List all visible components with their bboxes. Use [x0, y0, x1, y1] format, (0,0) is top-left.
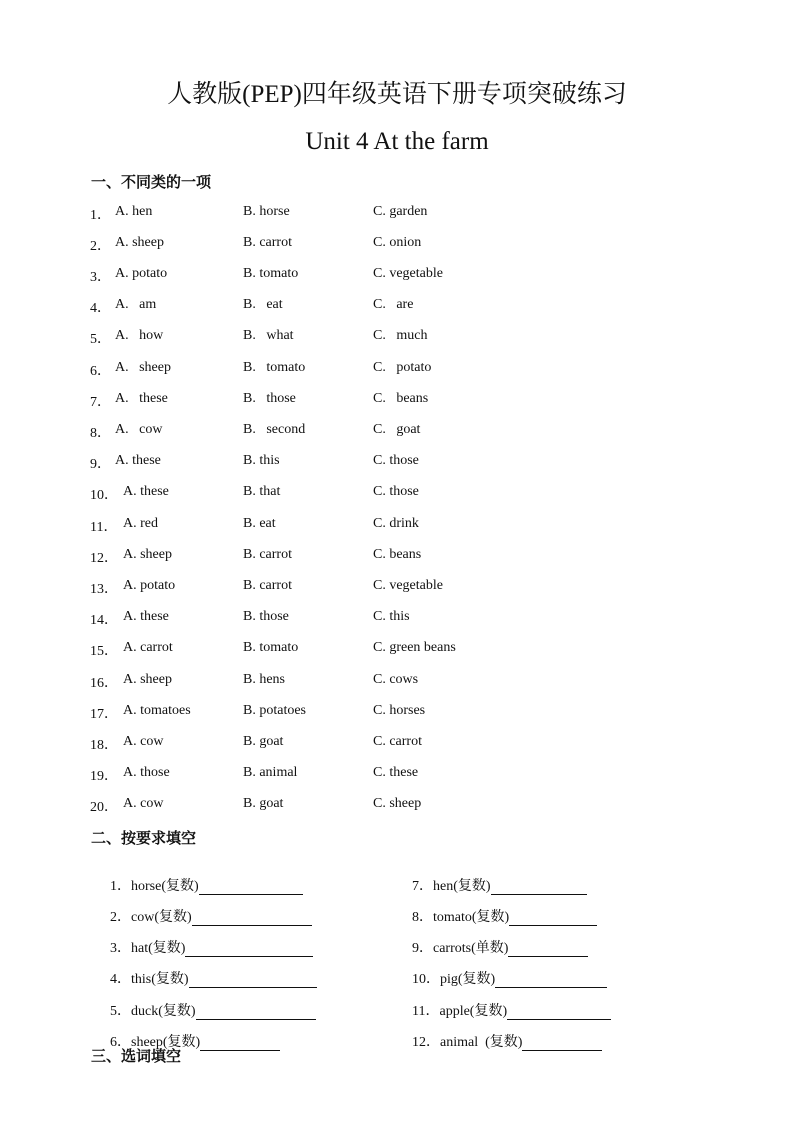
option-c: C. goat	[373, 422, 421, 437]
question-number: 1．	[90, 208, 111, 223]
option-a: A. tomatoes	[123, 703, 191, 718]
question-number: 2．	[90, 239, 111, 254]
option-c: C. vegetable	[373, 578, 443, 593]
option-a: A. these	[123, 484, 169, 499]
fill-number: 12．	[412, 1035, 440, 1050]
option-a: A. these	[123, 609, 169, 624]
question-row	[0, 453, 794, 473]
fill-number: 7．	[412, 879, 433, 894]
fill-prompt: animal (复数)	[440, 1035, 523, 1050]
fill-prompt: pig(复数)	[440, 972, 496, 987]
question-number: 6．	[90, 364, 111, 379]
question-number: 13．	[90, 582, 118, 597]
question-number: 16．	[90, 676, 118, 691]
question-row	[0, 796, 794, 816]
option-a: A. sheep	[123, 547, 172, 562]
question-number: 20．	[90, 800, 118, 815]
question-row	[0, 516, 794, 536]
option-b: B. eat	[243, 297, 283, 312]
option-c: C. these	[373, 765, 419, 780]
option-b: B. that	[243, 484, 281, 499]
option-c: C. carrot	[373, 734, 422, 749]
option-b: B. those	[243, 609, 289, 624]
fill-prompt: horse(复数)	[131, 879, 199, 894]
fill-prompt: hat(复数)	[131, 941, 186, 956]
question-row	[0, 297, 794, 317]
option-b: B. second	[243, 422, 306, 437]
question-row	[0, 422, 794, 442]
question-number: 18．	[90, 738, 118, 753]
question-number: 3．	[90, 270, 111, 285]
option-a: A. carrot	[123, 640, 173, 655]
fill-number: 9．	[412, 941, 433, 956]
option-b: B. tomato	[243, 266, 299, 281]
fill-number: 10．	[412, 972, 440, 987]
option-b: B. tomato	[243, 640, 299, 655]
option-c: C. are	[373, 297, 414, 312]
section-3-heading: 三、选词填空	[91, 1049, 182, 1065]
answer-blank[interactable]	[522, 1036, 602, 1051]
option-c: C. sheep	[373, 796, 422, 811]
question-row	[0, 765, 794, 785]
option-a: A. hen	[115, 204, 153, 219]
option-b: B. those	[243, 391, 296, 406]
question-row	[0, 328, 794, 348]
page-subtitle: Unit 4 At the farm	[305, 128, 489, 155]
fill-item	[398, 1015, 602, 1067]
question-row	[0, 640, 794, 660]
option-c: C. much	[373, 328, 428, 343]
question-number: 15．	[90, 644, 118, 659]
fill-prompt: duck(复数)	[131, 1004, 196, 1019]
question-row	[0, 391, 794, 411]
question-number: 17．	[90, 707, 118, 722]
question-number: 4．	[90, 301, 111, 316]
option-b: B. animal	[243, 765, 298, 780]
question-row	[0, 204, 794, 224]
section-2-heading: 二、按要求填空	[91, 831, 197, 847]
section-1-heading: 一、不同类的一项	[91, 175, 212, 191]
option-a: A. sheep	[115, 235, 164, 250]
question-number: 19．	[90, 769, 118, 784]
option-c: C. beans	[373, 547, 422, 562]
option-b: B. this	[243, 453, 280, 468]
option-a: A. potato	[115, 266, 168, 281]
option-a: A. cow	[115, 422, 163, 437]
question-number: 14．	[90, 613, 118, 628]
fill-number: 11．	[412, 1004, 440, 1019]
fill-prompt: cow(复数)	[131, 910, 192, 925]
option-b: B. carrot	[243, 578, 292, 593]
question-row	[0, 578, 794, 598]
option-b: B. goat	[243, 734, 284, 749]
option-c: C. cows	[373, 672, 419, 687]
option-a: A. sheep	[123, 672, 172, 687]
question-number: 8．	[90, 426, 111, 441]
fill-prompt: this(复数)	[131, 972, 189, 987]
option-a: A. those	[123, 765, 170, 780]
question-number: 11．	[90, 520, 118, 535]
question-number: 10．	[90, 488, 118, 503]
question-row	[0, 672, 794, 692]
answer-blank[interactable]	[200, 1036, 280, 1051]
option-c: C. this	[373, 609, 410, 624]
option-a: A. am	[115, 297, 157, 312]
option-c: C. beans	[373, 391, 429, 406]
option-c: C. vegetable	[373, 266, 443, 281]
fill-number: 8．	[412, 910, 433, 925]
option-c: C. horses	[373, 703, 426, 718]
fill-number: 5．	[110, 1004, 131, 1019]
question-number: 5．	[90, 332, 111, 347]
option-b: B. goat	[243, 796, 284, 811]
question-row	[0, 609, 794, 629]
question-number: 12．	[90, 551, 118, 566]
option-b: B. hens	[243, 672, 285, 687]
option-c: C. drink	[373, 516, 419, 531]
option-c: C. green beans	[373, 640, 456, 655]
option-a: A. red	[123, 516, 158, 531]
fill-number: 4．	[110, 972, 131, 987]
option-b: B. horse	[243, 204, 290, 219]
option-a: A. cow	[123, 734, 164, 749]
option-b: B. eat	[243, 516, 276, 531]
option-a: A. these	[115, 391, 168, 406]
option-a: A. potato	[123, 578, 176, 593]
page-title: 人教版(PEP)四年级英语下册专项突破练习	[167, 81, 627, 108]
fill-prompt: sheep(复数)	[131, 1035, 201, 1050]
option-a: A. sheep	[115, 360, 171, 375]
question-row	[0, 547, 794, 567]
question-row	[0, 360, 794, 380]
fill-number: 2．	[110, 910, 131, 925]
option-b: B. carrot	[243, 547, 292, 562]
question-row	[0, 484, 794, 504]
fill-number: 3．	[110, 941, 131, 956]
option-a: A. cow	[123, 796, 164, 811]
fill-prompt: hen(复数)	[433, 879, 491, 894]
option-c: C. garden	[373, 204, 428, 219]
question-row	[0, 266, 794, 286]
option-c: C. those	[373, 453, 419, 468]
question-number: 7．	[90, 395, 111, 410]
option-b: B. tomato	[243, 360, 306, 375]
option-b: B. carrot	[243, 235, 292, 250]
fill-number: 6．	[110, 1035, 131, 1050]
option-a: A. how	[115, 328, 164, 343]
option-c: C. those	[373, 484, 419, 499]
option-b: B. what	[243, 328, 294, 343]
question-number: 9．	[90, 457, 111, 472]
question-row	[0, 235, 794, 255]
option-a: A. these	[115, 453, 161, 468]
fill-number: 1．	[110, 879, 131, 894]
fill-prompt: tomato(复数)	[433, 910, 510, 925]
fill-prompt: carrots(单数)	[433, 941, 509, 956]
question-row	[0, 703, 794, 723]
fill-prompt: apple(复数)	[439, 1004, 508, 1019]
option-c: C. potato	[373, 360, 432, 375]
option-c: C. onion	[373, 235, 422, 250]
question-row	[0, 734, 794, 754]
option-b: B. potatoes	[243, 703, 306, 718]
